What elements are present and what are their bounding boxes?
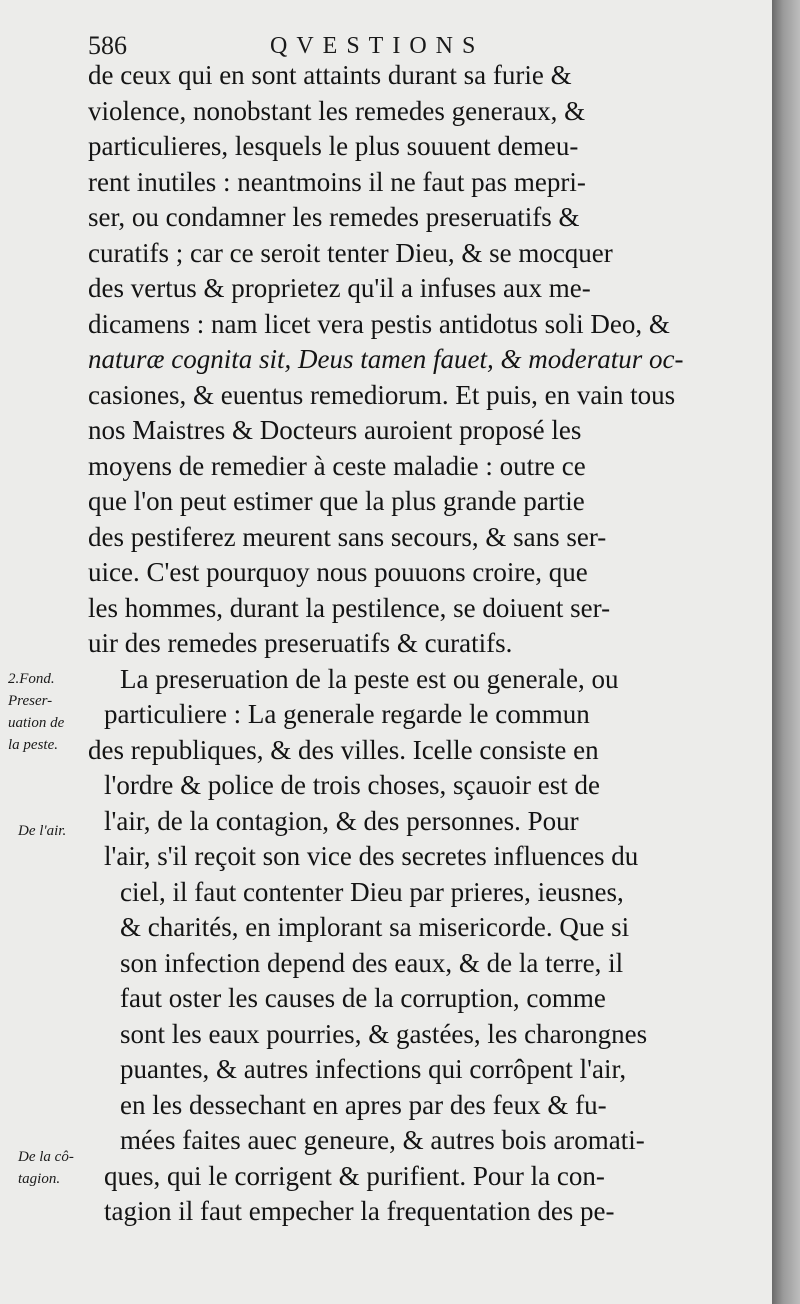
text-line: & charités, en implorant sa misericorde. Que si bbox=[120, 912, 630, 942]
text-line: tagion il faut empecher la frequentation des pe- bbox=[104, 1196, 615, 1226]
text-line: des pestiferez meurent sans secours, & sans ser- bbox=[88, 521, 607, 552]
text-line: particulieres, lesquels le plus souuent demeu- bbox=[88, 131, 579, 161]
text-line: que l'on peut estimer que la plus grande partie bbox=[88, 486, 585, 516]
text-line: des republiques, & des villes. Icelle consiste en bbox=[88, 734, 599, 765]
margin-note-line: 2.Fond. bbox=[8, 671, 55, 687]
text-line: l'air, de la contagion, & des personnes. Pour bbox=[104, 805, 579, 836]
text-line: puantes, & autres infections qui corrôpent l'air, bbox=[120, 1054, 627, 1084]
text-line: uir des remedes preseruatifs & curatifs. bbox=[88, 628, 513, 658]
text-line: faut oster les causes de la corruption, comme bbox=[120, 983, 606, 1013]
paragraph-start-line: La preseruation de la peste est ou generale, ou bbox=[120, 663, 619, 694]
text-line: ques, qui le corrigent & purifient. Pour la con- bbox=[104, 1160, 605, 1191]
text-line-latin: naturæ cognita sit, Deus tamen fauet, & moderatur oc- bbox=[88, 344, 684, 374]
text-line: en les dessechant en apres par des feux & fu- bbox=[120, 1089, 607, 1120]
book-edge-shadow bbox=[772, 0, 800, 1304]
text-line: ser, ou condamner les remedes preseruatifs & bbox=[88, 202, 580, 232]
text-line: de ceux qui en sont attaints durant sa furie & bbox=[88, 60, 572, 90]
text-line: rent inutiles : neantmoins il ne faut pas mepri- bbox=[88, 166, 586, 197]
text-line-latin: dicamens : nam licet vera pestis antidotus soli Deo, & bbox=[88, 308, 670, 339]
text-line: nos Maistres & Docteurs auroient proposé les bbox=[88, 415, 582, 445]
running-head: QVESTIONS bbox=[270, 33, 485, 59]
text-line: sont les eaux pourries, & gastées, les charongnes bbox=[120, 1018, 648, 1049]
margin-note-line: De l'air. bbox=[18, 823, 67, 839]
text-line: uice. C'est pourquoy nous pouuons croire, que bbox=[88, 557, 588, 587]
text-line: particuliere : La generale regarde le commun bbox=[104, 699, 590, 729]
page-number: 586 bbox=[88, 31, 127, 60]
margin-note-preservation bbox=[8, 668, 64, 756]
text-line: l'air, s'il reçoit son vice des secretes influences du bbox=[104, 841, 639, 871]
margin-note-line: Preser- bbox=[8, 693, 53, 709]
body-text bbox=[88, 58, 688, 1230]
text-line: des vertus & proprietez qu'il a infuses aux me- bbox=[88, 273, 591, 303]
margin-note-contagion bbox=[18, 1146, 74, 1190]
margin-note-line: uation de bbox=[8, 715, 65, 731]
text-line: moyens de remedier à ceste maladie : outre ce bbox=[88, 450, 586, 481]
margin-note-line: tagion. bbox=[18, 1171, 61, 1187]
text-line: violence, nonobstant les remedes generaux, & bbox=[88, 95, 586, 126]
text-line: ciel, il faut contenter Dieu par prieres, ieusnes, bbox=[120, 876, 624, 907]
text-line: les hommes, durant la pestilence, se doiuent ser- bbox=[88, 592, 611, 623]
margin-note-line: De la cô- bbox=[18, 1149, 74, 1165]
text-line: curatifs ; car ce seroit tenter Dieu, & se mocquer bbox=[88, 237, 613, 268]
text-line: son infection depend des eaux, & de la terre, il bbox=[120, 947, 624, 978]
text-line: mées faites auec geneure, & autres bois aromati- bbox=[120, 1125, 645, 1155]
margin-note-line: la peste. bbox=[8, 737, 58, 753]
margin-note-air bbox=[18, 820, 66, 842]
text-line: l'ordre & police de trois choses, sçauoir est de bbox=[104, 770, 600, 800]
text-line-latin: casiones, & euentus remediorum. Et puis, en vain tous bbox=[88, 379, 676, 410]
